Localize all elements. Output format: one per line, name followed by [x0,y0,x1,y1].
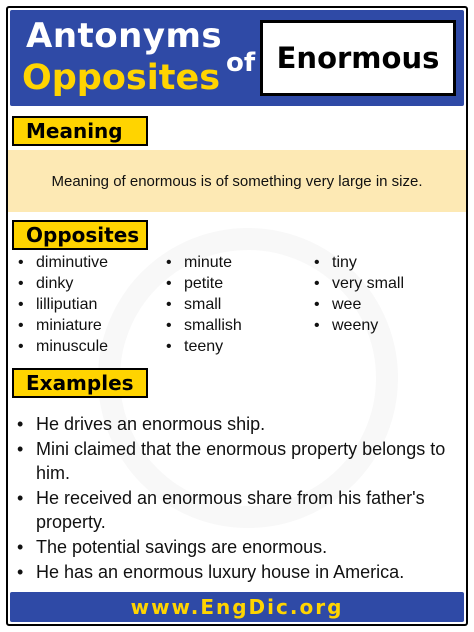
opposite-item: • dinky [14,273,108,294]
opposites-column-1 [14,252,108,357]
infographic-card [6,6,468,626]
examples-label: Examples [12,368,148,398]
headword-box: Enormous [260,20,456,96]
opposite-item: • weeny [310,315,404,336]
header-of-text: of [226,48,256,78]
meaning-text: Meaning of enormous is of something very large in size. [8,150,466,212]
example-item: • He received an enormous share from his father's property. [14,486,460,534]
footer-site-link[interactable]: www.EngDic.org [130,595,344,619]
opposites-column-2 [162,252,242,357]
opposite-item: • tiny [310,252,404,273]
examples-list [14,412,460,585]
example-item: • The potential savings are enormous. [14,535,460,559]
opposites-label: Opposites [12,220,148,250]
opposite-item: • wee [310,294,404,315]
opposites-column-3 [310,252,404,336]
opposite-item: • small [162,294,242,315]
example-item: • He drives an enormous ship. [14,412,460,436]
opposite-item: • lilliputian [14,294,108,315]
opposite-item: • minute [162,252,242,273]
opposite-item: • diminutive [14,252,108,273]
example-item: • Mini claimed that the enormous property belongs to him. [14,437,460,485]
header-banner [10,10,464,106]
opposite-item: • smallish [162,315,242,336]
header-title-opposites: Opposites [22,58,221,98]
meaning-label: Meaning [12,116,148,146]
opposite-item: • very small [310,273,404,294]
opposite-item: • petite [162,273,242,294]
example-item: • He has an enormous luxury house in America. [14,560,460,584]
opposite-item: • miniature [14,315,108,336]
header-title-antonyms: Antonyms [26,16,223,56]
footer-banner [10,592,464,622]
opposite-item: • teeny [162,336,242,357]
opposite-item: • minuscule [14,336,108,357]
